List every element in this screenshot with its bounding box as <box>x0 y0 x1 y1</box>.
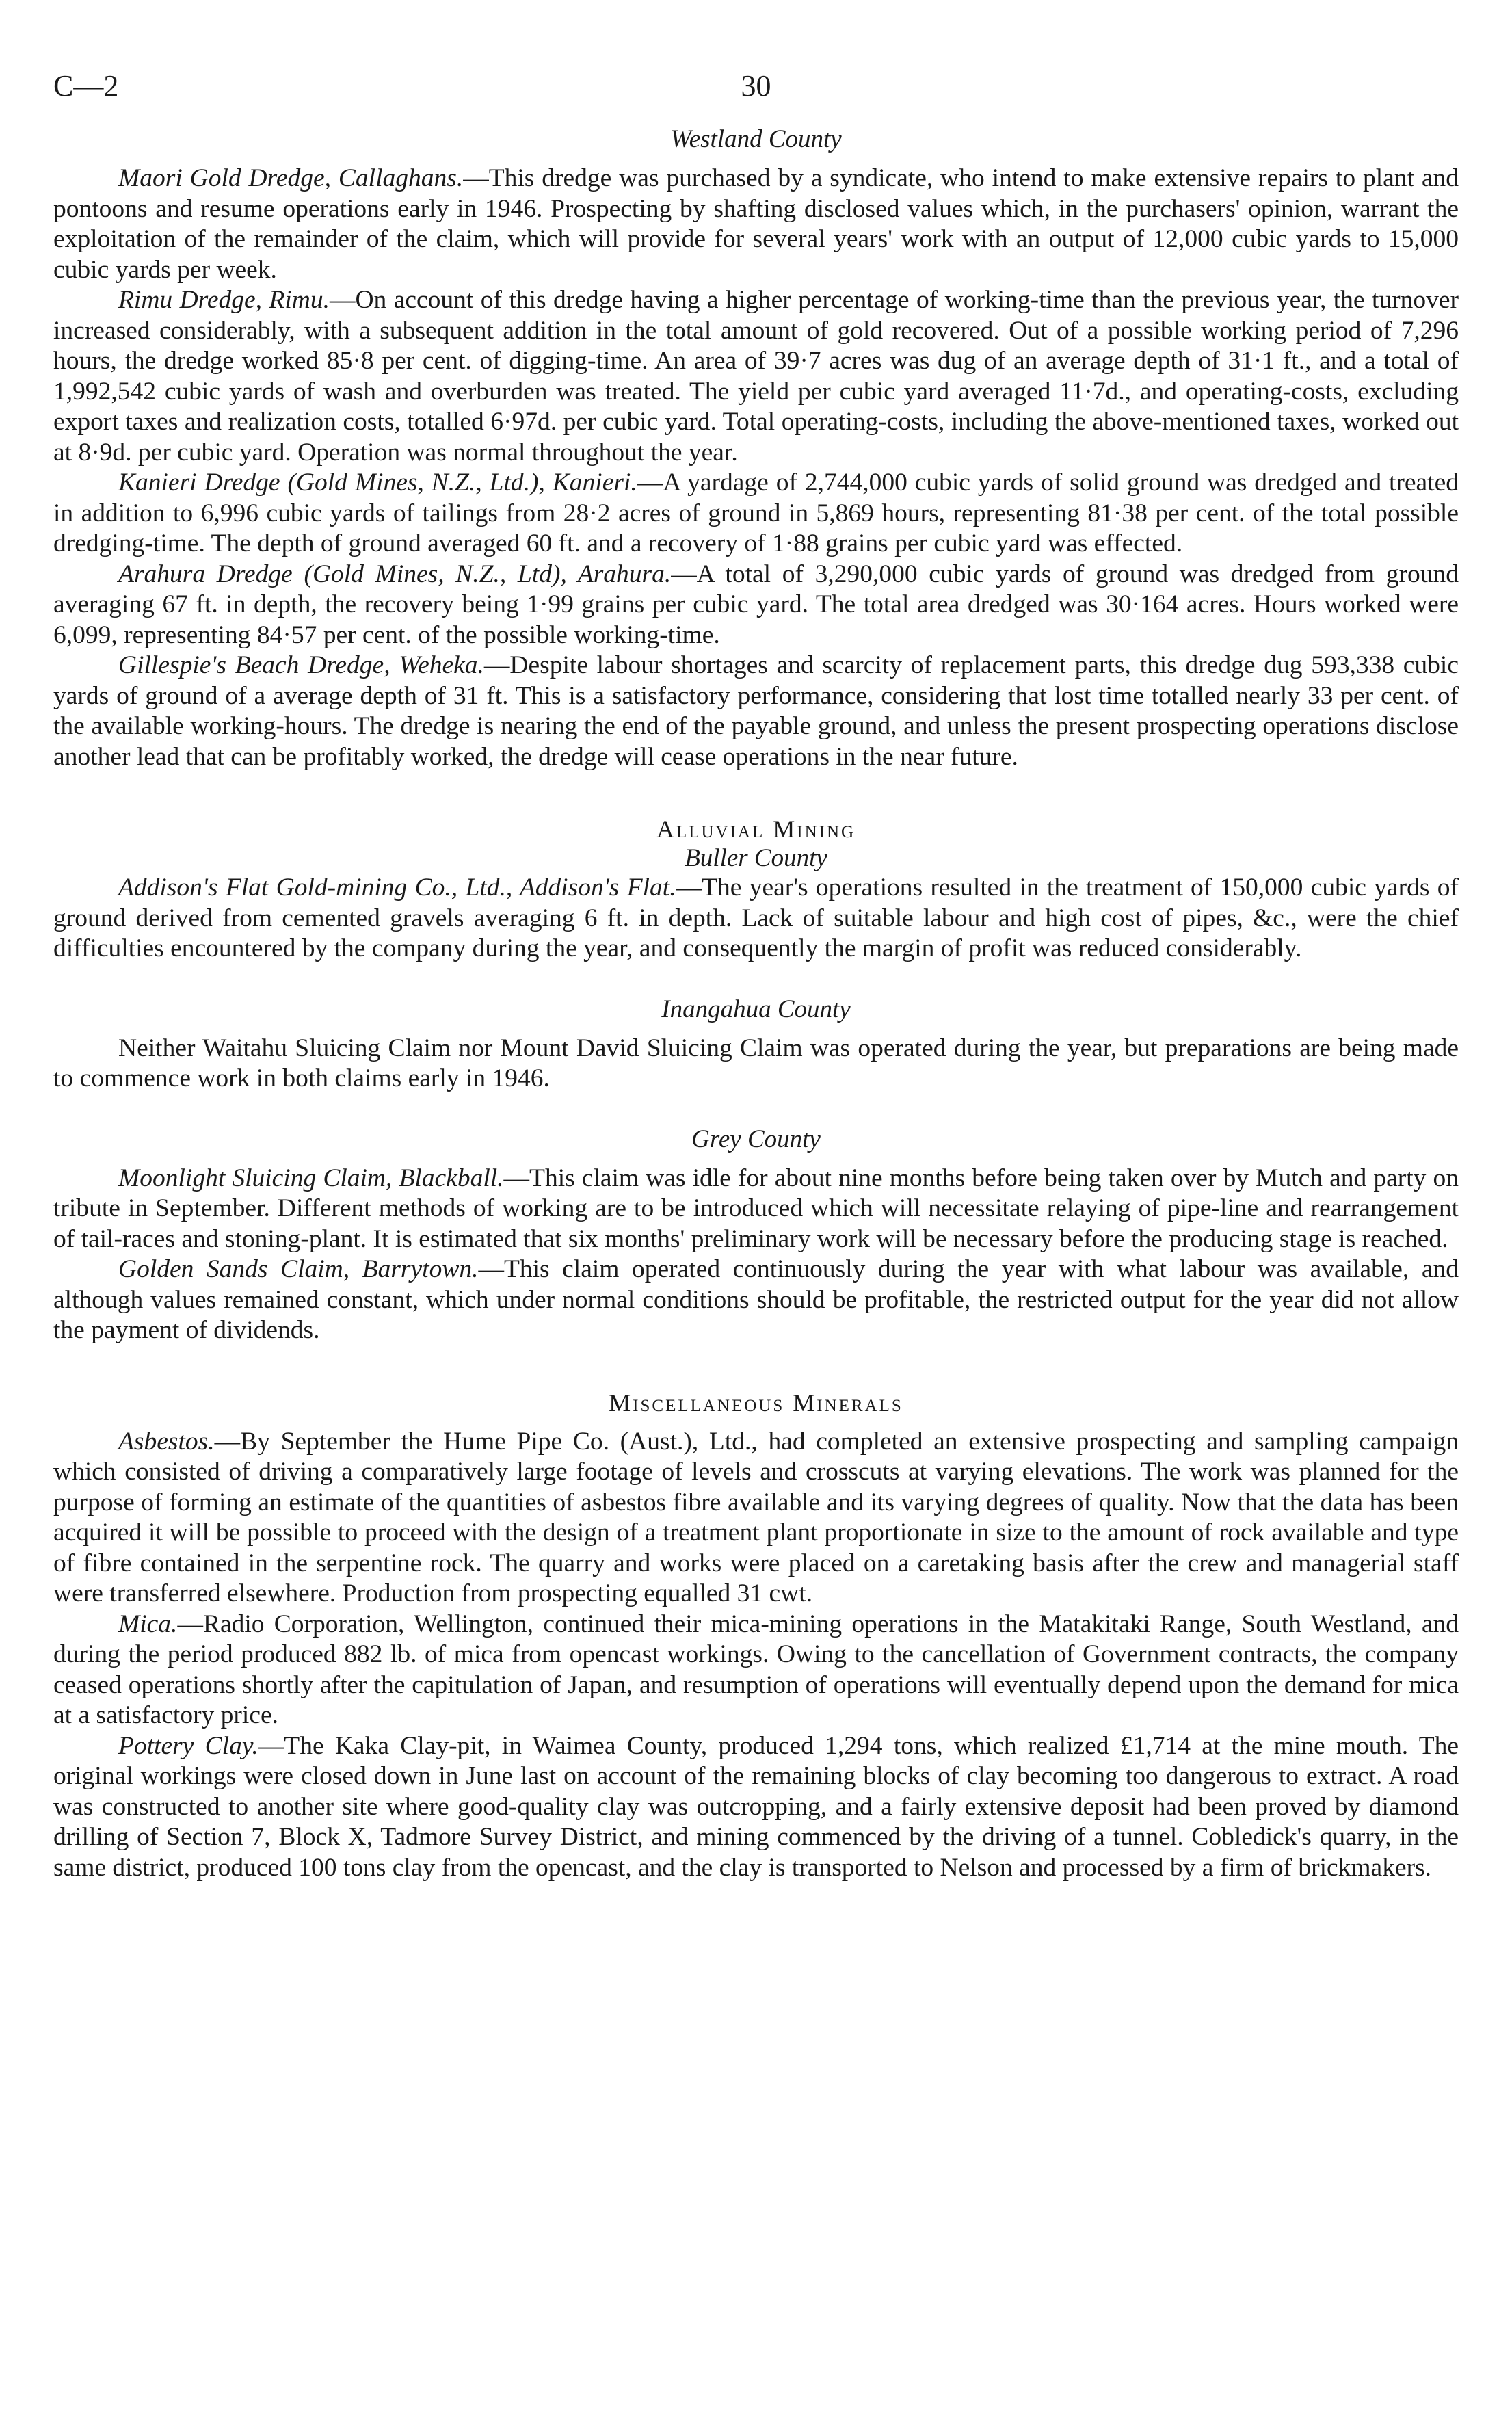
county-heading-westland: Westland County <box>670 125 842 153</box>
paragraph-asbestos: Asbestos.—By September the Hume Pipe Co. (Aust.), Ltd., had completed an extensive prospecting and sampling campaign which consisted of driving a comparatively large footage of levels and crosscuts at varying elevations. The work was planned for the purpose of forming an estimate of the quantities of asbestos fibre available and its varying degrees of quality. Now that the data has been acquired it will be possible to proceed with the design of a treatment plant proportionate in size to the amount of rock available and type of fibre contained in the serpentine rock. The quarry and works were placed on a caretaking basis after the crew and managerial staff were transferred elsewhere. Production from prospecting equalled 31 cwt. <box>53 1427 1459 1607</box>
county-heading-buller: Buller County <box>685 844 827 872</box>
paragraph-addisons-flat: Addison's Flat Gold-mining Co., Ltd., Addison's Flat.—The year's operations resulted in the treatment of 150,000 cubic yards of ground derived from cemented gravels averaging 6 ft. in depth. Lack of suitable labour and high cost of pipes, &c., were the chief difficulties encountered by the company during the year, and consequently the margin of profit was reduced considerably. <box>53 873 1459 962</box>
document-reference: C—2 <box>53 69 119 103</box>
paragraph-moonlight-claim: Moonlight Sluicing Claim, Blackball.—This claim was idle for about nine months before being taken over by Mutch and party on tribute in September. Different methods of working are to be introduced which will necessitate relaying of pipe-line and rearrangement of tail-races and stoning-plant. It is estimated that six months' preliminary work will be necessary before the producing stage is reached. <box>53 1164 1459 1253</box>
paragraph-inangahua-claims: Neither Waitahu Sluicing Claim nor Mount David Sluicing Claim was operated during the year, but preparations are being made to commence work in both claims early in 1946. <box>53 1034 1459 1092</box>
section-heading-alluvial-mining: Alluvial Mining <box>656 815 856 843</box>
paragraph-gillespies-dredge: Gillespie's Beach Dredge, Weheka.—Despite labour shortages and scarcity of replacement parts, this dredge dug 593,338 cubic yards of ground of a average depth of 31 ft. This is a satisfactory performance, considering that lost time totalled nearly 33 per cent. of the available working-hours. The dredge is nearing the end of the payable ground, and unless the present prospecting operations disclose another lead that can be profitably worked, the dredge will cease operations in the near future. <box>53 651 1459 771</box>
document-page <box>53 68 1459 1883</box>
paragraph-pottery-clay: Pottery Clay.—The Kaka Clay-pit, in Waimea County, produced 1,294 tons, which realized £1,714 at the mine mouth. The original workings were closed down in June last on account of the remaining blocks of clay becoming too dangerous to extract. A road was constructed to another site where good-quality clay was outcropping, and a fairly extensive deposit had been proved by diamond drilling of Section 7, Block X, Tadmore Survey District, and mining commenced by the driving of a tunnel. Cobledick's quarry, in the same district, produced 100 tons clay from the opencast, and the clay is transported to Nelson and processed by a firm of brickmakers. <box>53 1731 1459 1882</box>
paragraph-rimu-dredge: Rimu Dredge, Rimu.—On account of this dredge having a higher percentage of working-time than the previous year, the turnover increased considerably, with a subsequent addition in the total amount of gold recovered. Out of a possible working period of 7,296 hours, the dredge worked 85·8 per cent. of digging-time. An area of 39·7 acres was dug of an average depth of 31·1 ft., and a total of 1,992,542 cubic yards of wash and overburden was treated. The yield per cubic yard averaged 11·7d., and operating-costs, excluding export taxes and realization costs, totalled 6·97d. per cubic yard. Total operating-costs, including the above-mentioned taxes, worked out at 8·9d. per cubic yard. Operation was normal throughout the year. <box>53 286 1459 466</box>
paragraph-golden-sands-claim: Golden Sands Claim, Barrytown.—This claim operated continuously during the year with what labour was available, and although values remained constant, which under normal conditions should be profitable, the restricted output for the year did not allow the payment of dividends. <box>53 1255 1459 1344</box>
section-heading-miscellaneous-minerals: Miscellaneous Minerals <box>609 1389 903 1417</box>
paragraph-arahura-dredge: Arahura Dredge (Gold Mines, N.Z., Ltd), Arahura.—A total of 3,290,000 cubic yards of ground was dredged from ground averaging 67 ft. in depth, the recovery being 1·99 grains per cubic yard. The total area dredged was 30·164 acres. Hours worked were 6,099, representing 84·57 per cent. of the possible working-time. <box>53 560 1459 649</box>
page-header <box>53 68 1459 123</box>
county-heading-inangahua: Inangahua County <box>661 995 851 1023</box>
paragraph-kanieri-dredge: Kanieri Dredge (Gold Mines, N.Z., Ltd.), Kanieri.—A yardage of 2,744,000 cubic yards of solid ground was dredged and treated in addition to 6,996 cubic yards of tailings from 28·2 acres of ground in 5,869 hours, representing 81·38 per cent. of the total possible dredging-time. The depth of ground averaged 60 ft. and a recovery of 1·88 grains per cubic yard was effected. <box>53 469 1459 557</box>
page-number: 30 <box>741 69 771 103</box>
paragraph-maori-dredge: Maori Gold Dredge, Callaghans.—This dredge was purchased by a syndicate, who intend to make extensive repairs to plant and pontoons and resume operations early in 1946. Prospecting by shafting disclosed values which, in the purchasers' opinion, warrant the exploitation of the remainder of the claim, which will provide for several years' work with an output of 12,000 cubic yards to 15,000 cubic yards per week. <box>53 164 1459 284</box>
county-heading-grey: Grey County <box>691 1125 821 1153</box>
paragraph-mica: Mica.—Radio Corporation, Wellington, continued their mica-mining operations in the Matakitaki Range, South Westland, and during the period produced 882 lb. of mica from opencast workings. Owing to the cancellation of Government contracts, the company ceased operations shortly after the capitulation of Japan, and resumption of operations will eventually depend upon the demand for mica at a satisfactory price. <box>53 1609 1459 1729</box>
